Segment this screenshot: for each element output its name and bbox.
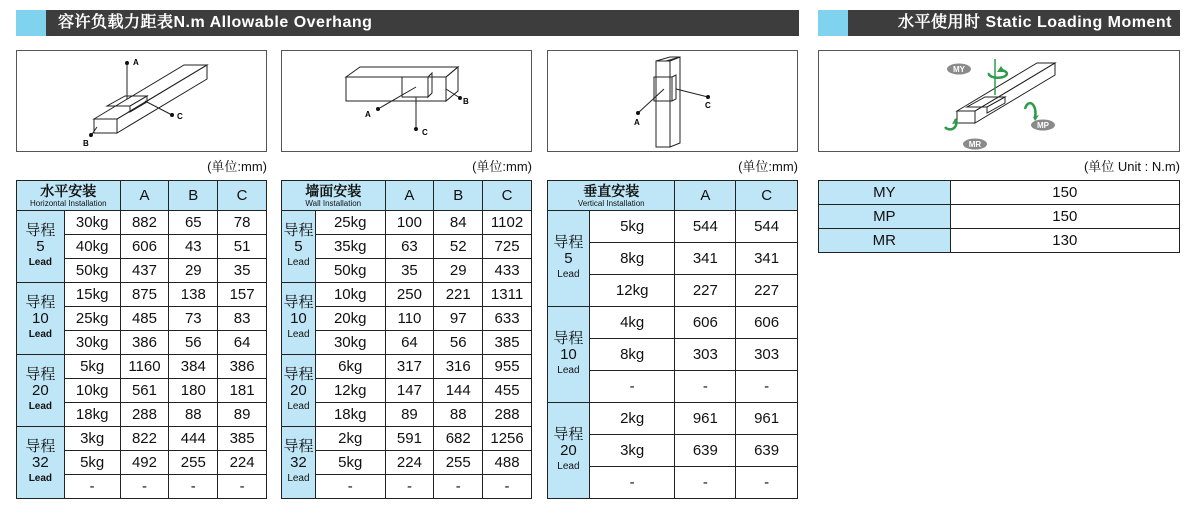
diagram-moment [818, 50, 1180, 152]
value-cell: 385 [218, 427, 267, 451]
value-cell: 317 [385, 355, 434, 379]
col-header: B [434, 181, 483, 211]
value-cell: 89 [385, 403, 434, 427]
load-cell: 50kg [64, 259, 120, 283]
load-cell: 25kg [64, 307, 120, 331]
value-cell: 51 [218, 235, 267, 259]
value-cell: 64 [385, 331, 434, 355]
load-cell: - [589, 371, 675, 403]
unit-label: (单位 Unit : N.m) [1083, 159, 1180, 174]
value-cell: 110 [385, 307, 434, 331]
value-cell: 288 [120, 403, 169, 427]
load-cell: 2kg [589, 403, 675, 435]
label-mr: MR [968, 140, 982, 149]
value-cell: 73 [169, 307, 218, 331]
label-a: A [133, 58, 139, 67]
lead-cell: 导程 20 Lead [548, 403, 590, 499]
value-cell: 303 [736, 339, 798, 371]
value-cell: 250 [385, 283, 434, 307]
load-cell: 15kg [64, 283, 120, 307]
label-c: C [705, 101, 711, 110]
label-c: C [177, 112, 183, 121]
load-cell: 3kg [589, 435, 675, 467]
header-accent [818, 10, 848, 36]
table-title: 墙面安装 Wall Installation [282, 181, 386, 211]
value-cell: 89 [218, 403, 267, 427]
value-cell: 386 [120, 331, 169, 355]
lead-cell: 导程 32 Lead [17, 427, 65, 499]
lead-cell: 导程 20 Lead [17, 355, 65, 427]
value-cell: 43 [169, 235, 218, 259]
lead-cell: 导程 32 Lead [282, 427, 316, 499]
value-cell: 437 [120, 259, 169, 283]
table-static-moment [818, 180, 1180, 253]
value-cell: 385 [483, 331, 532, 355]
header-static-loading-moment [818, 10, 1180, 36]
header-title: 容许负载力距表N.m Allowable Overhang [58, 14, 373, 31]
value-cell: 544 [736, 211, 798, 243]
load-cell: 8kg [589, 339, 675, 371]
header-allowable-overhang [16, 10, 799, 36]
value-cell: 639 [675, 435, 736, 467]
load-cell: 18kg [315, 403, 385, 427]
header-accent [16, 10, 46, 36]
value-cell: 78 [218, 211, 267, 235]
value-cell: 882 [120, 211, 169, 235]
value-cell: 181 [218, 379, 267, 403]
value-cell: 227 [675, 275, 736, 307]
value-cell: 224 [218, 451, 267, 475]
label-a: A [365, 110, 371, 119]
value-cell: 1102 [483, 211, 532, 235]
col-header: C [218, 181, 267, 211]
load-cell: 5kg [315, 451, 385, 475]
value-cell: 961 [675, 403, 736, 435]
value-cell: 1160 [120, 355, 169, 379]
value-cell: - [483, 475, 532, 499]
label-a: A [634, 118, 640, 127]
moment-value: 150 [950, 205, 1179, 229]
value-cell: 386 [218, 355, 267, 379]
value-cell: 303 [675, 339, 736, 371]
value-cell: 147 [385, 379, 434, 403]
load-cell: 5kg [64, 355, 120, 379]
moment-key: MR [819, 229, 951, 253]
load-cell: 12kg [315, 379, 385, 403]
value-cell: - [736, 371, 798, 403]
load-cell: - [589, 467, 675, 499]
value-cell: - [120, 475, 169, 499]
value-cell: 224 [385, 451, 434, 475]
value-cell: - [736, 467, 798, 499]
value-cell: 875 [120, 283, 169, 307]
load-cell: 30kg [315, 331, 385, 355]
value-cell: 444 [169, 427, 218, 451]
load-cell: 12kg [589, 275, 675, 307]
col-header: A [385, 181, 434, 211]
table-title: 垂直安装 Vertical Installation [548, 181, 675, 211]
load-cell: 5kg [64, 451, 120, 475]
load-cell: - [315, 475, 385, 499]
value-cell: 100 [385, 211, 434, 235]
load-cell: 3kg [64, 427, 120, 451]
value-cell: 84 [434, 211, 483, 235]
value-cell: 1256 [483, 427, 532, 451]
lead-cell: 导程 5 Lead [282, 211, 316, 283]
col-header: A [675, 181, 736, 211]
lead-cell: 导程 20 Lead [282, 355, 316, 427]
lead-cell: 导程 5 Lead [17, 211, 65, 283]
col-header: A [120, 181, 169, 211]
value-cell: 316 [434, 355, 483, 379]
load-cell: 4kg [589, 307, 675, 339]
value-cell: 52 [434, 235, 483, 259]
col-header: C [736, 181, 798, 211]
value-cell: 138 [169, 283, 218, 307]
unit-label: (单位:mm) [207, 159, 267, 174]
value-cell: - [218, 475, 267, 499]
value-cell: 29 [169, 259, 218, 283]
value-cell: 544 [675, 211, 736, 243]
value-cell: 88 [169, 403, 218, 427]
diagram-wall [281, 50, 532, 152]
value-cell: 725 [483, 235, 532, 259]
load-cell: 30kg [64, 211, 120, 235]
value-cell: 255 [434, 451, 483, 475]
value-cell: 822 [120, 427, 169, 451]
value-cell: 35 [385, 259, 434, 283]
table-title: 水平安装 Horizontal Installation [17, 181, 121, 211]
load-cell: 10kg [315, 283, 385, 307]
value-cell: 639 [736, 435, 798, 467]
load-cell: 2kg [315, 427, 385, 451]
label-c: C [422, 128, 428, 137]
table-wall-installation [281, 180, 532, 499]
value-cell: 682 [434, 427, 483, 451]
value-cell: 221 [434, 283, 483, 307]
diagram-horizontal [16, 50, 267, 152]
load-cell: 30kg [64, 331, 120, 355]
load-cell: 20kg [315, 307, 385, 331]
value-cell: 88 [434, 403, 483, 427]
label-b: B [83, 139, 89, 148]
moment-value: 130 [950, 229, 1179, 253]
lead-cell: 导程 10 Lead [548, 307, 590, 403]
value-cell: 1311 [483, 283, 532, 307]
value-cell: 180 [169, 379, 218, 403]
value-cell: 384 [169, 355, 218, 379]
load-cell: 6kg [315, 355, 385, 379]
load-cell: 18kg [64, 403, 120, 427]
table-horizontal-installation [16, 180, 267, 499]
value-cell: 63 [385, 235, 434, 259]
value-cell: 633 [483, 307, 532, 331]
value-cell: 955 [483, 355, 532, 379]
value-cell: 227 [736, 275, 798, 307]
load-cell: 25kg [315, 211, 385, 235]
value-cell: 341 [675, 243, 736, 275]
value-cell: 485 [120, 307, 169, 331]
value-cell: 97 [434, 307, 483, 331]
value-cell: 561 [120, 379, 169, 403]
value-cell: 606 [675, 307, 736, 339]
load-cell: 8kg [589, 243, 675, 275]
value-cell: 29 [434, 259, 483, 283]
value-cell: - [385, 475, 434, 499]
load-cell: - [64, 475, 120, 499]
load-cell: 10kg [64, 379, 120, 403]
value-cell: - [675, 467, 736, 499]
load-cell: 5kg [589, 211, 675, 243]
header-title: 水平使用时 Static Loading Moment [898, 14, 1172, 31]
moment-key: MY [819, 181, 951, 205]
load-cell: 50kg [315, 259, 385, 283]
lead-cell: 导程 10 Lead [17, 283, 65, 355]
value-cell: 56 [434, 331, 483, 355]
col-header: B [169, 181, 218, 211]
value-cell: 492 [120, 451, 169, 475]
label-my: MY [953, 65, 965, 74]
value-cell: 64 [218, 331, 267, 355]
value-cell: 56 [169, 331, 218, 355]
value-cell: 488 [483, 451, 532, 475]
value-cell: 606 [736, 307, 798, 339]
value-cell: 144 [434, 379, 483, 403]
value-cell: - [169, 475, 218, 499]
moment-key: MP [819, 205, 951, 229]
value-cell: 255 [169, 451, 218, 475]
value-cell: 961 [736, 403, 798, 435]
label-b: B [463, 97, 469, 106]
lead-cell: 导程 10 Lead [282, 283, 316, 355]
value-cell: 433 [483, 259, 532, 283]
value-cell: 455 [483, 379, 532, 403]
value-cell: - [675, 371, 736, 403]
table-vertical-installation [547, 180, 798, 499]
load-cell: 35kg [315, 235, 385, 259]
value-cell: 35 [218, 259, 267, 283]
col-header: C [483, 181, 532, 211]
moment-value: 150 [950, 181, 1179, 205]
unit-label: (单位:mm) [738, 159, 798, 174]
value-cell: 591 [385, 427, 434, 451]
value-cell: 157 [218, 283, 267, 307]
lead-cell: 导程 5 Lead [548, 211, 590, 307]
label-mp: MP [1037, 121, 1049, 130]
value-cell: - [434, 475, 483, 499]
unit-label: (单位:mm) [472, 159, 532, 174]
diagram-vertical [547, 50, 798, 152]
value-cell: 606 [120, 235, 169, 259]
value-cell: 288 [483, 403, 532, 427]
load-cell: 40kg [64, 235, 120, 259]
value-cell: 65 [169, 211, 218, 235]
value-cell: 341 [736, 243, 798, 275]
value-cell: 83 [218, 307, 267, 331]
